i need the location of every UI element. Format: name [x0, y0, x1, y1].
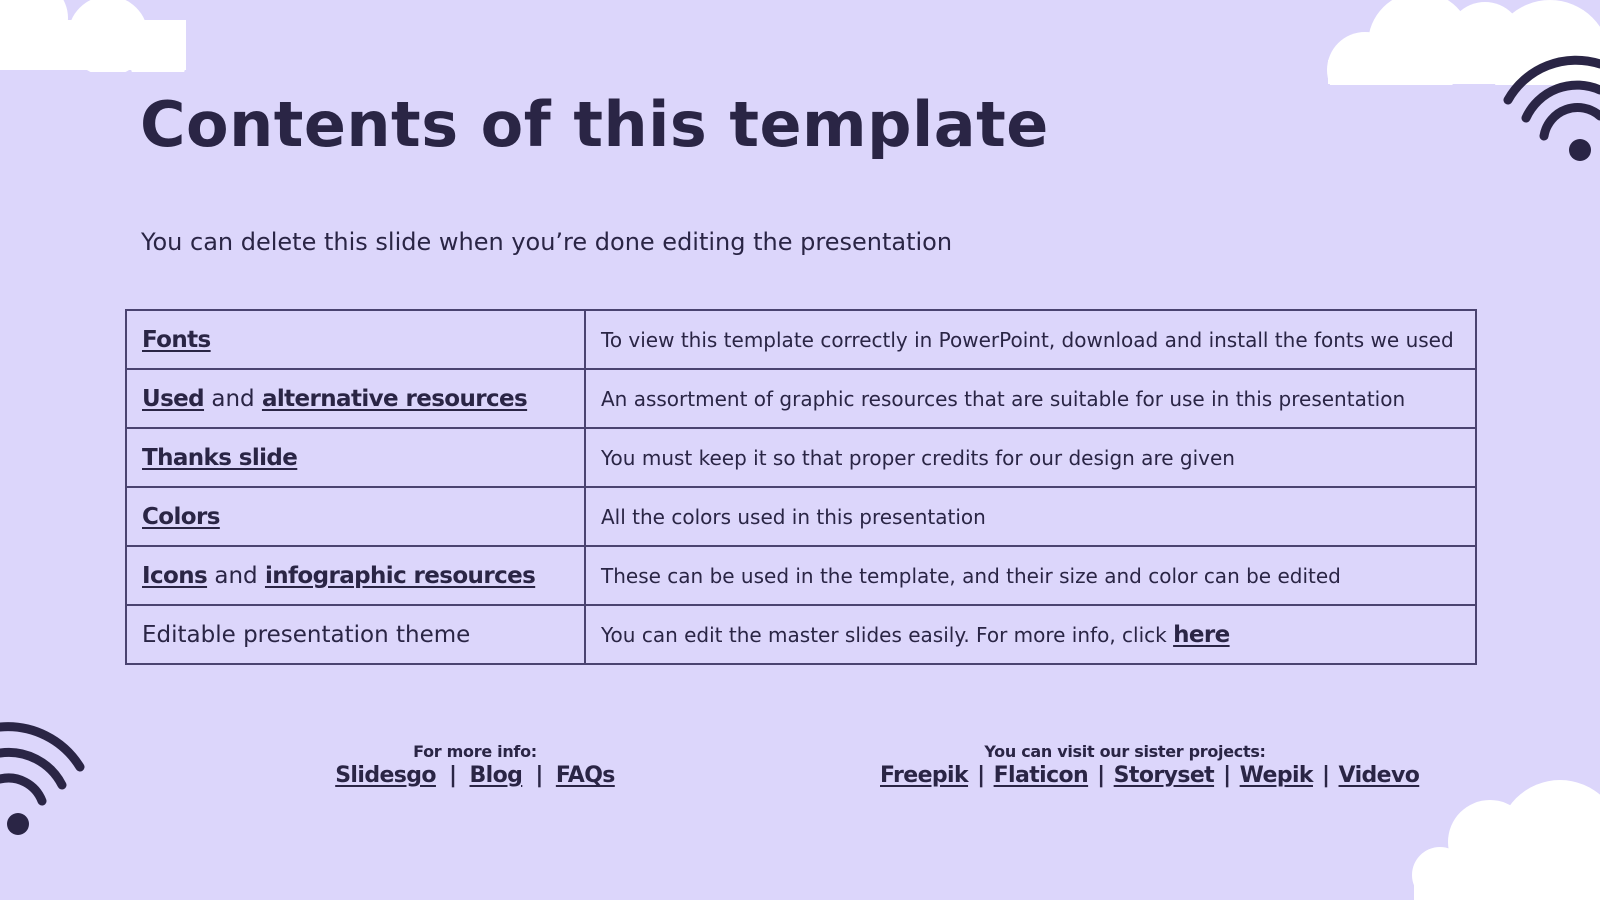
blog-link[interactable]: Blog	[469, 763, 523, 788]
link-separator: |	[1097, 763, 1105, 788]
cloud-icon	[0, 0, 190, 72]
conjunction-text: and	[214, 562, 258, 589]
footer-sister-projects	[880, 742, 1420, 788]
row-description: To view this template correctly in PowerPoint, download and install the fonts we used	[585, 310, 1476, 369]
table-row	[126, 487, 1476, 546]
flaticon-link[interactable]: Flaticon	[993, 763, 1089, 788]
row-description: All the colors used in this presentation	[585, 487, 1476, 546]
link-separator: |	[1322, 763, 1330, 788]
link-separator: |	[977, 763, 985, 788]
row-title-cell	[126, 428, 585, 487]
fonts-link[interactable]: Fonts	[142, 326, 211, 353]
table-row	[126, 310, 1476, 369]
used-resources-link[interactable]: Used	[142, 385, 205, 412]
infographic-resources-link[interactable]: infographic resources	[264, 562, 536, 589]
table-row	[126, 369, 1476, 428]
row-description: You must keep it so that proper credits for our design are given	[585, 428, 1476, 487]
faqs-link[interactable]: FAQs	[555, 763, 615, 788]
row-description: These can be used in the template, and their size and color can be edited	[585, 546, 1476, 605]
table-row	[126, 546, 1476, 605]
icons-link[interactable]: Icons	[142, 562, 208, 589]
slidesgo-link[interactable]: Slidesgo	[335, 763, 436, 788]
footer-title: For more info:	[413, 742, 537, 761]
footer-more-info	[330, 742, 620, 788]
thanks-slide-link[interactable]: Thanks slide	[142, 444, 298, 471]
colors-link[interactable]: Colors	[142, 503, 220, 530]
page-title: Contents of this template	[140, 88, 1049, 161]
footer-links	[880, 763, 1420, 788]
editable-theme-text: Editable presentation theme	[142, 621, 471, 648]
row-description	[585, 605, 1476, 664]
row-description: An assortment of graphic resources that are suitable for use in this presentation	[585, 369, 1476, 428]
wifi-icon	[1500, 40, 1600, 170]
row-title-cell	[126, 487, 585, 546]
videvo-link[interactable]: Videvo	[1338, 763, 1420, 788]
row-description-text: You can edit the master slides easily. For more info, click	[601, 622, 1167, 647]
alternative-resources-link[interactable]: alternative resources	[261, 385, 528, 412]
storyset-link[interactable]: Storyset	[1113, 763, 1215, 788]
row-title-cell	[126, 605, 585, 664]
wifi-icon	[0, 715, 95, 840]
link-separator: |	[535, 763, 543, 788]
footer-title: You can visit our sister projects:	[984, 742, 1266, 761]
here-link[interactable]: here	[1173, 621, 1230, 648]
footer-links	[330, 763, 620, 788]
link-separator: |	[449, 763, 457, 788]
table-row	[126, 605, 1476, 664]
row-title-cell	[126, 546, 585, 605]
conjunction-text: and	[211, 385, 255, 412]
contents-table	[125, 309, 1477, 665]
row-title-cell	[126, 310, 585, 369]
link-separator: |	[1223, 763, 1231, 788]
table-row	[126, 428, 1476, 487]
wepik-link[interactable]: Wepik	[1239, 763, 1313, 788]
freepik-link[interactable]: Freepik	[880, 763, 969, 788]
row-title-cell	[126, 369, 585, 428]
cloud-icon	[1410, 780, 1600, 900]
subtitle: You can delete this slide when you’re done editing the presentation	[141, 228, 953, 256]
